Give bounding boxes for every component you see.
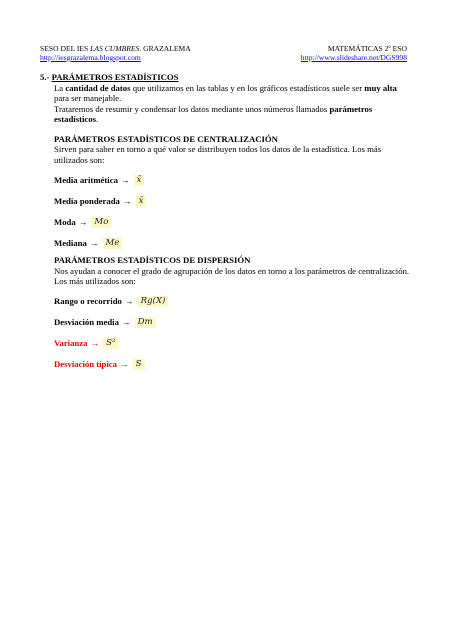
param-rango: Rango o recorrido → Rg(X)	[54, 296, 410, 308]
formula-moda: Mo	[91, 217, 111, 228]
param-media-ponderada: Media ponderada → x̄	[54, 195, 410, 207]
param-desviacion-media: Desviación media → Dm	[54, 317, 410, 329]
intro-paragraph-2: Trataremos de resumir y condensar los datos mediante unos números llamados parámetros estadísticos.	[54, 103, 373, 124]
section-title: 5.- PARÁMETROS ESTADÍSTICOS	[40, 72, 179, 82]
param-varianza: Varianza → S²	[54, 338, 410, 350]
dispersion-desc: Nos ayudan a conocer el grado de agrupación de los datos en torno a los parámetros de centralización. Los más utilizados son:	[54, 265, 410, 286]
formula-rango: Rg(X)	[138, 296, 169, 307]
dispersion-title: PARÁMETROS ESTADÍSTICOS DE DISPERSIÓN	[54, 255, 251, 265]
param-desviacion-tipica: Desviación típica → S	[54, 359, 410, 371]
header-right	[301, 44, 407, 62]
formula-varianza: S²	[103, 338, 118, 349]
centralization-desc: Sirven para saber en torno a qué valor se distribuyen todos los datos de la estadística. Los más utilizados son:	[54, 144, 382, 165]
param-mediana: Mediana → Me	[54, 237, 410, 249]
header-subject: MATEMÁTICAS 2º ESO	[327, 44, 407, 53]
centralization-title: PARÁMETROS ESTADÍSTICOS DE CENTRALIZACIÓN	[54, 133, 278, 144]
formula-desviacion-media: Dm	[135, 317, 156, 328]
header-left	[40, 44, 191, 62]
param-moda: Moda → Mo	[54, 216, 410, 228]
formula-mediana: Me	[103, 238, 123, 249]
formula-media-aritmetica: x̄	[134, 175, 145, 186]
header-right-link[interactable]: http://www.slideshare.net/DGS998	[300, 53, 407, 62]
param-media-aritmetica: Media aritmética → x̄	[54, 174, 410, 186]
formula-desviacion-tipica: S	[133, 359, 145, 370]
intro-paragraph-1: La cantidad de datos que utilizamos en las tablas y en los gráficos estadísticos suele ser muy alta para ser manejable.	[54, 82, 397, 103]
header-left-link[interactable]: http://iesgrazalema.blogspot.com	[40, 53, 141, 62]
header-school: SESO DEL IES LAS CUMBRES. GRAZALEMA	[40, 44, 191, 53]
document-content	[40, 72, 410, 371]
formula-media-ponderada: x̄	[136, 196, 147, 207]
section-intro	[40, 83, 410, 371]
